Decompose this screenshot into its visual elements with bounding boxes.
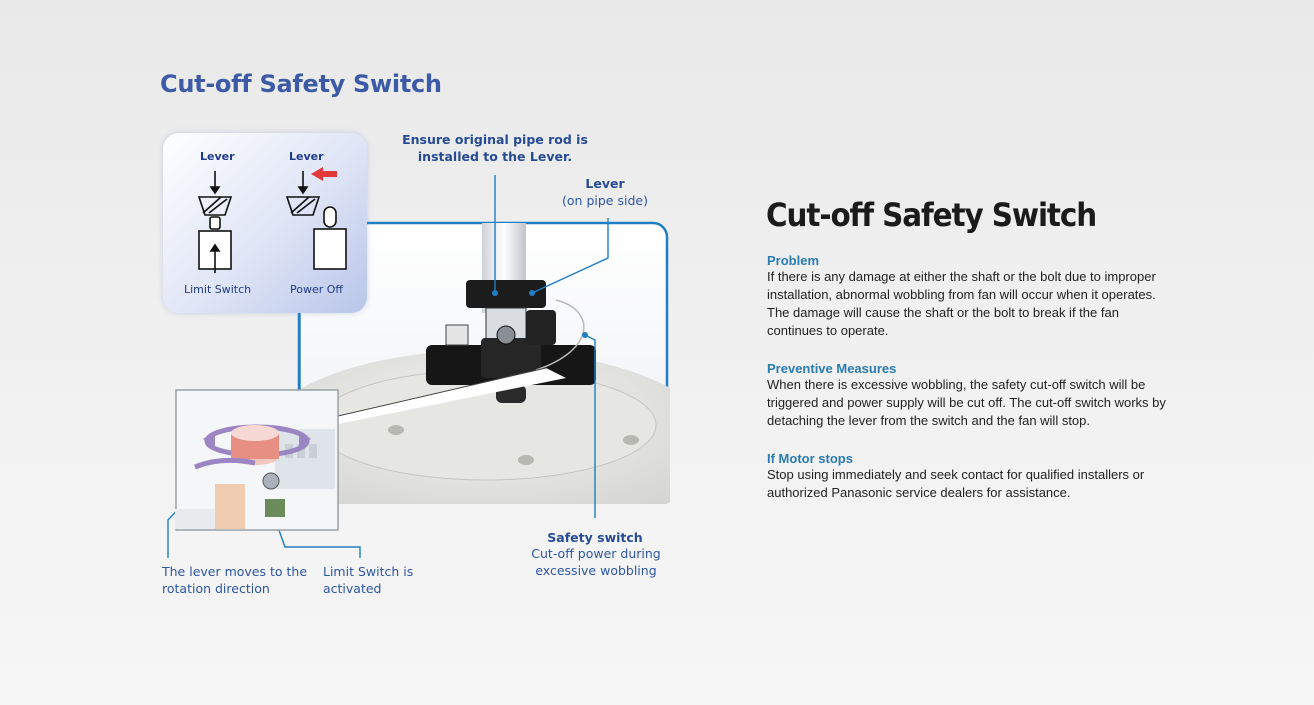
caption-lever-rotation: The lever moves to the rotation direction <box>162 564 308 596</box>
info-title: Cut-off Safety Switch <box>766 196 1097 234</box>
limit-switch-caption: Limit Switch <box>184 283 252 296</box>
diagram-title: Cut-off Safety Switch <box>160 70 442 98</box>
section-heading: Preventive Measures <box>767 361 897 376</box>
section-body: Stop using immediately and seek contact for qualified installers or authorized Panasonic service dealers for assistance. <box>767 467 1145 500</box>
power-off-caption: Power Off <box>290 283 343 296</box>
lever-label-left: Lever <box>200 150 235 163</box>
callout-lever-title: Lever <box>585 176 625 191</box>
lever-mechanism-panel <box>163 133 367 313</box>
section-heading: If Motor stops <box>767 451 853 466</box>
section-body: If there is any damage at either the shaft or the bolt due to improper installation, abnormal wobbling from fan will occur when it operates. The damage will cause the shaft or the bolt to break if the fan continues to operate. <box>767 269 1156 338</box>
lever-closeup-inset <box>175 389 339 531</box>
section-problem <box>767 253 1177 340</box>
caption-limit-switch-activated: Limit Switch is activated <box>323 564 414 596</box>
section-heading: Problem <box>767 253 820 268</box>
red-arrow-icon <box>311 167 337 181</box>
section-if-motor-stops <box>767 451 1177 502</box>
section-preventive-measures <box>767 361 1177 430</box>
callout-safety-switch-title: Safety switch <box>547 530 643 545</box>
callout-safety-switch-desc: Cut-off power during excessive wobbling <box>531 546 661 578</box>
lever-switch-schematic <box>163 167 367 279</box>
callout-lever-subtitle: (on pipe side) <box>562 193 648 208</box>
lever-label-right: Lever <box>289 150 324 163</box>
callout-pipe-rod: Ensure original pipe rod is installed to the Lever. <box>402 132 588 164</box>
section-body: When there is excessive wobbling, the safety cut-off switch will be triggered and power supply will be cut off. The cut-off switch works by detaching the lever from the switch and the fan will stop. <box>767 377 1166 428</box>
